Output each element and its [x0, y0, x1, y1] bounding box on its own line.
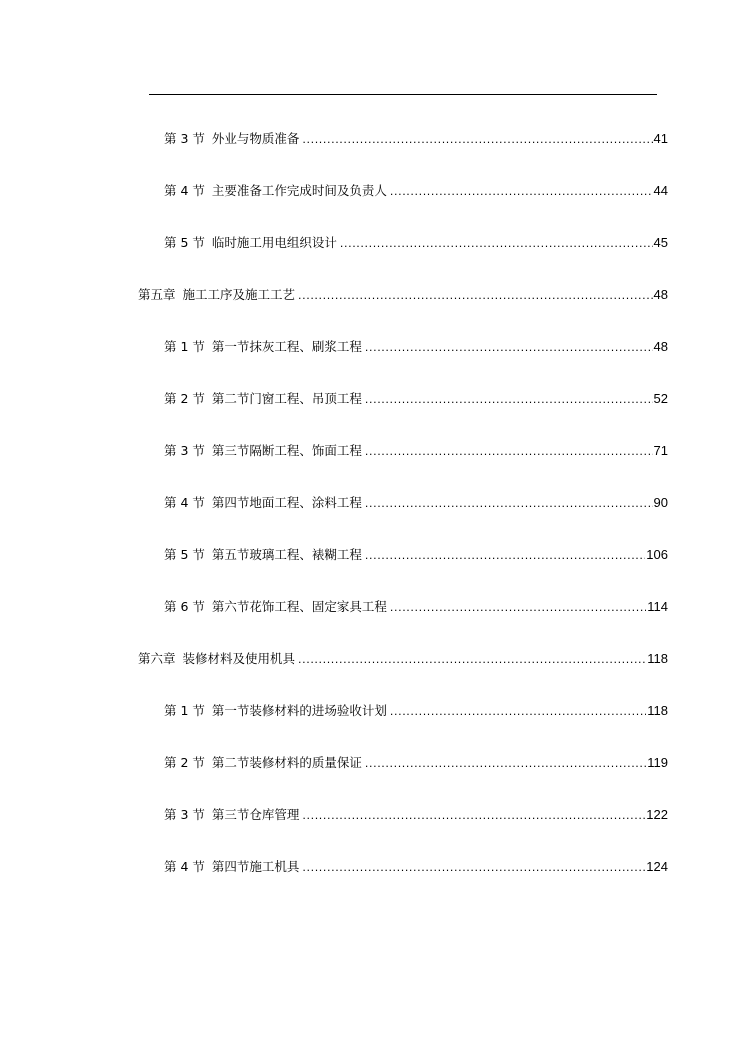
toc-entry-number: 第 1 节	[164, 339, 205, 354]
toc-dot-leader	[365, 495, 653, 513]
toc-entry-page: 106	[646, 547, 668, 562]
toc-entry-title: 第一节装修材料的进场验收计划	[211, 703, 387, 718]
toc-entry-number: 第 3 节	[164, 131, 205, 146]
toc-entry-page: 122	[646, 807, 668, 822]
header-rule	[149, 94, 657, 95]
toc-dot-leader	[390, 183, 653, 201]
toc-entry-title: 第一节抹灰工程、刷浆工程	[211, 339, 362, 354]
toc-entry[interactable]	[164, 181, 668, 201]
toc-dot-leader	[302, 859, 645, 877]
toc-dot-leader	[390, 599, 646, 617]
toc-entry[interactable]	[164, 441, 668, 461]
toc-entry-page: 41	[653, 131, 668, 146]
toc-entry-title: 第二节装修材料的质量保证	[211, 755, 362, 770]
toc-entry-page: 48	[653, 287, 668, 302]
toc-entry-page: 71	[653, 443, 668, 458]
toc-entry-number: 第 4 节	[164, 859, 205, 874]
toc-entry-title: 第六节花饰工程、固定家具工程	[211, 599, 387, 614]
toc-entry-page: 119	[647, 755, 668, 770]
toc-dot-leader	[302, 807, 645, 825]
toc-entry-title: 第四节地面工程、涂料工程	[211, 495, 362, 510]
toc-entry-number: 第 4 节	[164, 183, 205, 198]
toc-entry-page: 52	[653, 391, 668, 406]
toc-entry-number: 第六章	[138, 651, 176, 666]
toc-entry-number: 第 2 节	[164, 755, 205, 770]
toc-entry-title: 外业与物质准备	[211, 131, 300, 146]
toc-dot-leader	[365, 391, 653, 409]
toc-entry-page: 118	[647, 651, 668, 666]
toc-entry-number: 第 3 节	[164, 443, 205, 458]
toc-entry-page: 44	[653, 183, 668, 198]
toc-entry-title: 第五节玻璃工程、裱糊工程	[211, 547, 362, 562]
toc-entry-number: 第 5 节	[164, 547, 205, 562]
toc-entry-number: 第 5 节	[164, 235, 205, 250]
toc-dot-leader	[298, 651, 646, 669]
toc-entry-title: 主要准备工作完成时间及负责人	[211, 183, 387, 198]
toc-dot-leader	[365, 755, 646, 773]
toc-entry-title: 第三节仓库管理	[211, 807, 300, 822]
toc-entry[interactable]	[164, 493, 668, 513]
toc-entry-page: 90	[653, 495, 668, 510]
toc-entry-number: 第 1 节	[164, 703, 205, 718]
toc-entry-title: 第二节门窗工程、吊顶工程	[211, 391, 362, 406]
toc-dot-leader	[365, 339, 653, 357]
toc-dot-leader	[340, 235, 653, 253]
toc-entry-page: 48	[653, 339, 668, 354]
toc-dot-leader	[365, 547, 645, 565]
toc-entry[interactable]	[138, 285, 668, 305]
toc-entry[interactable]	[164, 545, 668, 565]
toc-entry-title: 临时施工用电组织设计	[211, 235, 337, 250]
toc-entry-number: 第 4 节	[164, 495, 205, 510]
toc-entry-page: 45	[653, 235, 668, 250]
toc-dot-leader	[298, 287, 653, 305]
toc-entry[interactable]	[164, 389, 668, 409]
toc-dot-leader	[302, 131, 652, 149]
toc-entry[interactable]	[164, 857, 668, 877]
toc-entry[interactable]	[164, 597, 668, 617]
toc-dot-leader	[365, 443, 653, 461]
toc-entry[interactable]	[164, 129, 668, 149]
toc-entry-title: 施工工序及施工工艺	[182, 287, 296, 302]
toc-entry-number: 第 2 节	[164, 391, 205, 406]
toc-entry[interactable]	[164, 233, 668, 253]
toc-dot-leader	[390, 703, 646, 721]
toc-entry-title: 装修材料及使用机具	[182, 651, 296, 666]
toc-entry[interactable]	[164, 753, 668, 773]
toc-entry-page: 114	[647, 599, 668, 614]
toc-entry-number: 第五章	[138, 287, 176, 302]
toc-entry[interactable]	[164, 337, 668, 357]
toc-entry-title: 第四节施工机具	[211, 859, 300, 874]
toc-entry-page: 124	[646, 859, 668, 874]
toc-entry[interactable]	[138, 649, 668, 669]
toc-entry-number: 第 3 节	[164, 807, 205, 822]
toc-entry[interactable]	[164, 805, 668, 825]
toc-entry-page: 118	[647, 703, 668, 718]
toc-entry[interactable]	[164, 701, 668, 721]
toc-entry-number: 第 6 节	[164, 599, 205, 614]
toc-entry-title: 第三节隔断工程、饰面工程	[211, 443, 362, 458]
